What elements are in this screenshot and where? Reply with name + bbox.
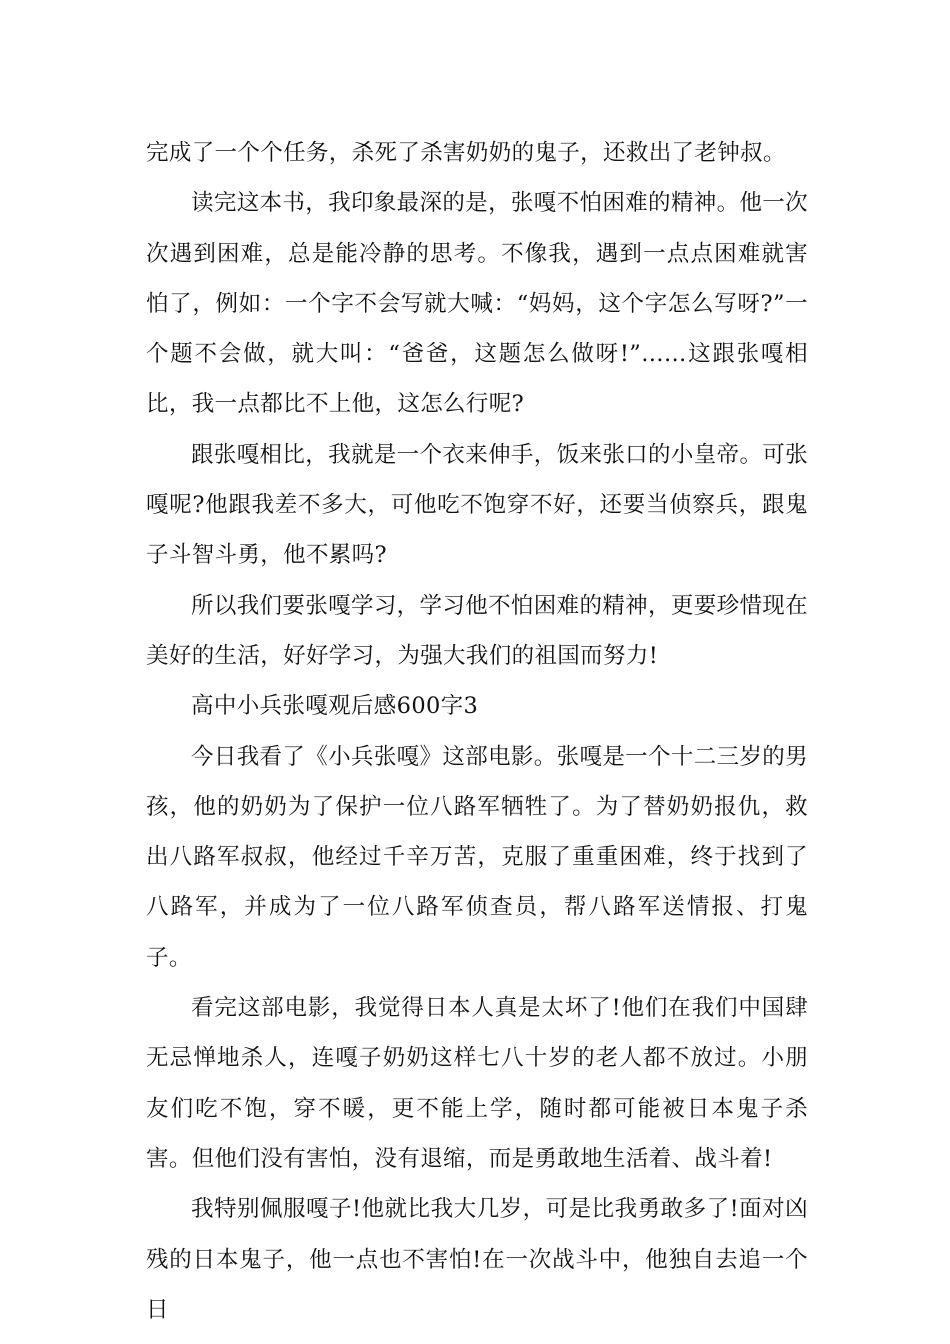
- document-page: [146, 128, 808, 1335]
- paragraph: 所以我们要张嘎学习，学习他不怕困难的精神，更要珍惜现在美好的生活，好好学习，为强大我们的祖国而努力!: [146, 592, 808, 669]
- paragraph-continued: 完成了一个个任务，杀死了杀害奶奶的鬼子，还救出了老钟叔。: [146, 140, 786, 166]
- paragraph: 我特别佩服嘎子!他就比我大几岁，可是比我勇敢多了!面对凶残的日本鬼子，他一点也不害怕!在一次战斗中，他独自去追一个日: [146, 1196, 808, 1323]
- paragraph: 看完这部电影，我觉得日本人真是太坏了!他们在我们中国肆无忌惮地杀人，连嘎子奶奶这样七八十岁的老人都不放过。小朋友们吃不饱，穿不暖，更不能上学，随时都可能被日本鬼子杀害。但他们没有害怕，没有退缩，而是勇敢地生活着、战斗着!: [146, 995, 808, 1172]
- paragraph: 读完这本书，我印象最深的是，张嘎不怕困难的精神。他一次次遇到困难，总是能冷静的思考。不像我，遇到一点点困难就害怕了，例如：一个字不会写就大喊：“妈妈，这个字怎么写呀?”一个题不会做，就大叫：“爸爸，这题怎么做呀!”……这跟张嘎相比，我一点都比不上他，这怎么行呢?: [146, 190, 808, 418]
- paragraph: 跟张嘎相比，我就是一个衣来伸手，饭来张口的小皇帝。可张嘎呢?他跟我差不多大，可他吃不饱穿不好，还要当侦察兵，跟鬼子斗智斗勇，他不累吗?: [146, 441, 808, 569]
- paragraph: 今日我看了《小兵张嘎》这部电影。张嘎是一个十二三岁的男孩，他的奶奶为了保护一位八路军牺牲了。为了替奶奶报仇，救出八路军叔叔，他经过千辛万苦，克服了重重困难，终于找到了八路军，并成为了一位八路军侦查员，帮八路军送情报、打鬼子。: [146, 743, 808, 971]
- section-heading: 高中小兵张嘎观后感600字3: [191, 693, 479, 720]
